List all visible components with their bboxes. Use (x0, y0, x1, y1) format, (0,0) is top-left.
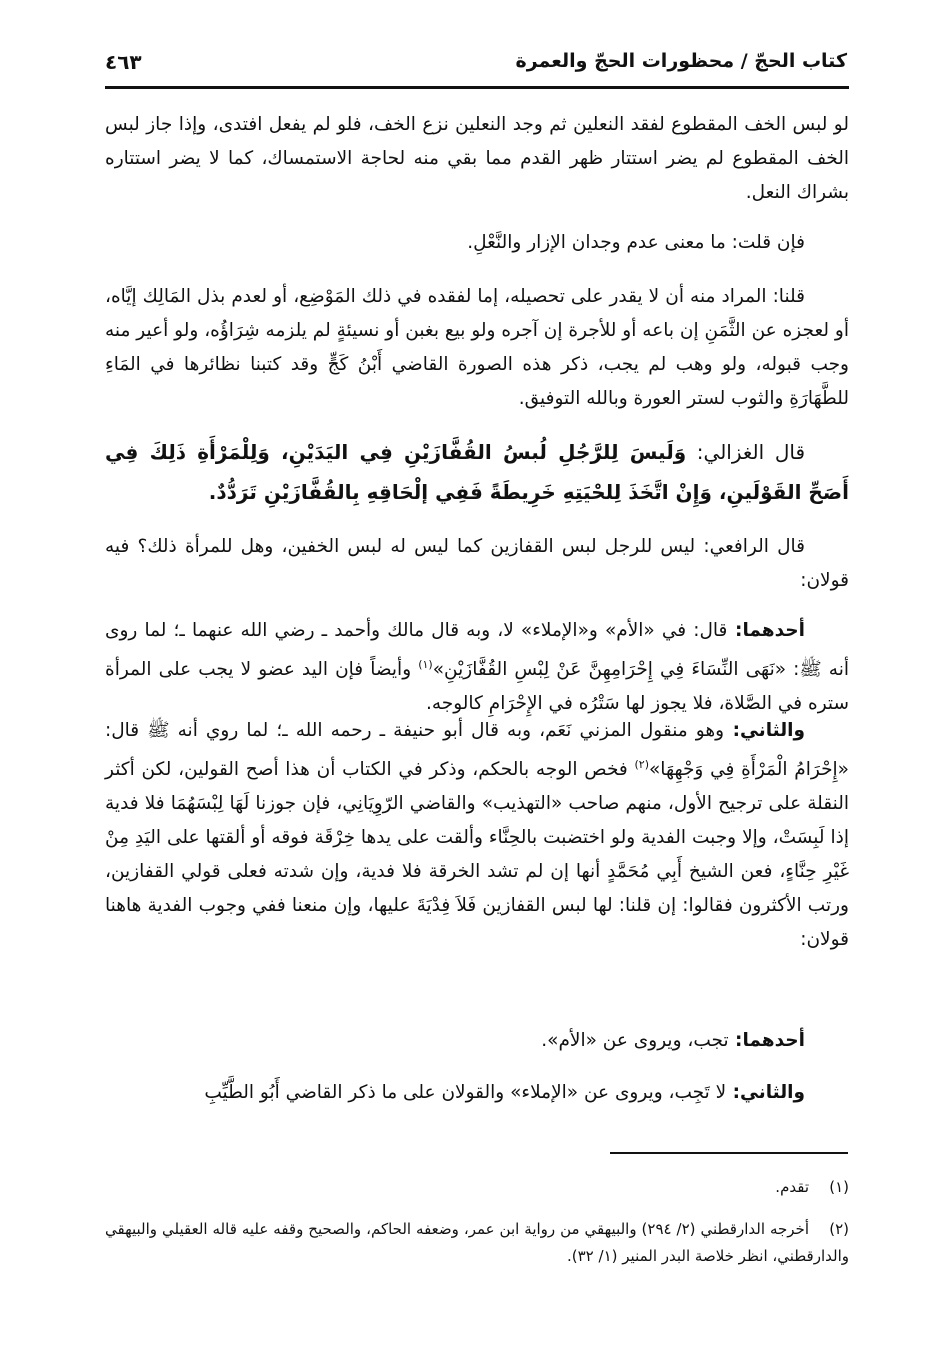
footnote-text: أخرجه الدارقطني (٢/ ٢٩٤) والبيهقي من رواية ابن عمر، وضعفه الحاكم، والصحيح وقفه عليه قاله العقيلي والبيهقي والدارقطني، انظر خلاصة البدر المنير (١/ ٣٢). (105, 1220, 849, 1265)
paragraph-ghazali (105, 432, 849, 512)
footnote-text: تقدم. (775, 1178, 809, 1196)
paragraph-second-opinion (105, 714, 849, 957)
paragraph-second (105, 1076, 849, 1110)
lead-label: أحدهما: (728, 1030, 805, 1051)
paragraph-text: فخص الوجه بالحكم، وذكر في الكتاب أن هذا أصح القولين، لكن أكثر النقلة على ترجيح الأول، منهم صاحب «التهذيب» والقاضي الرّوِيَانِي، فإن جوزنا لَهَا لِبْسَهُمَا فلا فدية إذا لَبِسَتْ، وإلا وجبت الفدية ولو اختضبت بالحِنَّاء وألقت على يدها خِرْقَة فوقه أو ألقتها على اليَدِ مِنْ غَيْرِ حِنَّاءٍ، فعن الشيخ أَبِي مُحَمَّدٍ أنها إن لم تشد الخرقة فلا فدية، وإن شدته فعلى قولي القفازين، ورتب الأكثرون فقالوا: إن قلنا: لها لبس القفازين فَلاَ فِدْيَةَ عليها، وإن منعنا ففي وجوب الفدية هاهنا قولان: (105, 759, 849, 951)
lead-label: والثاني: (726, 1082, 805, 1103)
lead-label: أحدهما: (727, 620, 805, 641)
paragraph-rafii (105, 530, 849, 598)
lead-label: والثاني: (724, 720, 805, 741)
footnote-ref[interactable]: (١) (418, 658, 433, 671)
footnote-number: (١) (829, 1178, 849, 1196)
paragraph-text: وأيضاً فإن اليد عضو لا يجب على المرأة ستره في الصَّلاة، فلا يجوز لها سَتْرُه في الإِحْرَامِ كالوجه. (105, 659, 849, 715)
paragraph-text: وهو منقول المزني نَعَم، وبه قال أبو حنيفة ـ رحمه الله ـ؛ لما روي أنه ﷺ قال: «إِحْرَامُ الْمَرْأَةِ فِي وَجْهِهَا» (105, 720, 849, 781)
paragraph-text: فإن قلت: ما معنى عدم وجدان الإزار والنَّعْلِ. (467, 232, 805, 253)
paragraph-text: قلنا: المراد منه أن لا يقدر على تحصيله، إما لفقده في ذلك المَوْضِع، أو لعدم بذل المَالِك إيَّاه، أو لعجزه عن الثَّمَنِ إن باعه أو للأجرة إن آجره ولو بيع بغبن أو نسيئةٍ لم يلزمه شِرَاؤُه، ولو أعير منه وجب قبوله، ولو وهب لم يجب، ذكر هذه الصورة القاضي أَبْنُ كَجٍّ وقد كتبنا نظائرها في المَاءِ للطَّهَارَةِ والثوب لستر العورة وبالله التوفيق. (105, 286, 849, 409)
footnote-ref[interactable]: (٢) (634, 758, 649, 771)
paragraph-2 (105, 226, 849, 260)
paragraph-first-opinion (105, 614, 849, 721)
running-title: كتاب الحجّ / محظورات الحجّ والعمرة (515, 50, 847, 72)
footnote-number: (٢) (829, 1220, 849, 1238)
header-rule (105, 86, 849, 89)
paragraph-text: قال الرافعي: ليس للرجل لبس القفازين كما ليس له لبس الخفين، وهل للمرأة ذلك؟ فيه قولان: (105, 536, 849, 591)
paragraph-first (105, 1024, 849, 1058)
matn-text: وَلَيسَ لِلرَّجُلِ لُبسُ القُفَّازَيْنِ فِي اليَدَيْنِ، وَلِلْمَرْأَةِ ذَلِكَ فِي أَصَحِّ القَوْلَينِ، وَإِنْ اتَّخَذَ لِلحْيَتِهِ خَرِيطَةً فَفِي إلْحَاقِهِ بِالقُفَّازَيْنِ تَرَدُّدٌ. (105, 440, 849, 504)
paragraph-text: لو لبس الخف المقطوع لفقد النعلين ثم وجد النعلين نزع الخف، فلو لم يفعل افتدى، وإذا جاز لبس الخف المقطوع لم يضر استتار ظهر القدم مما بقي منه لحاجة الاستمساك، كما لا يضر استتاره بشراك النعل. (105, 114, 849, 203)
footnote-1 (105, 1174, 849, 1201)
paragraph-text: تجب، ويروى عن «الأم». (541, 1030, 729, 1051)
speaker-label: قال الغزالي: (686, 440, 805, 464)
paragraph-3 (105, 280, 849, 416)
page-number: ٤٦٣ (105, 50, 142, 74)
paragraph-text: قال: في «الأم» و«الإملاء» لا، وبه قال مالك وأحمد ـ رضي الله عنهما ـ؛ لما روى أنه ﷺ: «نَهَى النِّسَاءَ فِي إِحْرَامِهِنَّ عَنْ لِبْسِ القُفَّازَيْنِ» (105, 620, 849, 681)
paragraph-1 (105, 108, 849, 210)
footnote-2 (105, 1216, 849, 1270)
footnote-rule (610, 1152, 848, 1154)
paragraph-text: لا تَجِب، ويروى عن «الإملاء» والقولان على ما ذكر القاضي أَبُو الطَّيِّبِ (204, 1082, 727, 1103)
running-header (105, 50, 847, 80)
